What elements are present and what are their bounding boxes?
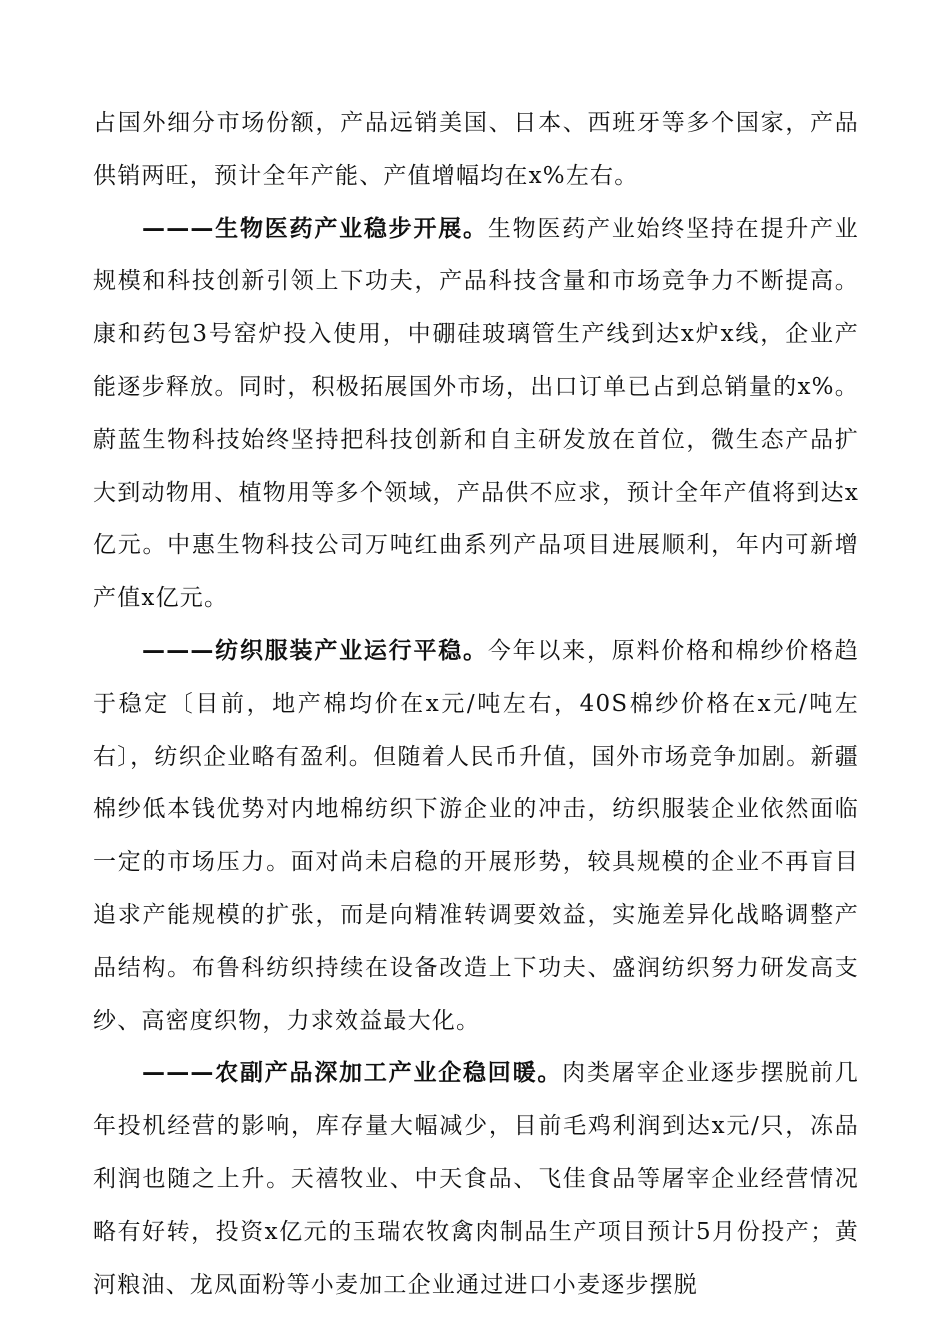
paragraph-text: 占国外细分市场份额，产品远销美国、日本、西班牙等多个国家，产品供销两旺，预计全年产能、产值增幅均在x%左右。: [93, 110, 859, 189]
paragraph-heading: ———农副产品深加工产业企稳回暖。: [142, 1060, 563, 1087]
paragraph-text: 生物医药产业始终坚持在提升产业规模和科技创新引领上下功夫，产品科技含量和市场竞争力不断提高。康和药包3号窑炉投入使用，中硼硅玻璃管生产线到达x炉x线，企业产能逐步释放。同时，积极拓展国外市场，出口订单已占到总销量的x%。蔚蓝生物科技始终坚持把科技创新和自主研发放在首位，微生态产品扩大到动物用、植物用等多个领域，产品供不应求，预计全年产值将到达x亿元。中惠生物科技公司万吨红曲系列产品项目进展顺利，年内可新增产值x亿元。: [93, 215, 859, 612]
paragraph-agri-processing: [93, 1047, 859, 1311]
paragraph-heading: ———生物医药产业稳步开展。: [142, 215, 488, 242]
paragraph-heading: ———纺织服装产业运行平稳。: [142, 637, 488, 664]
paragraph-biomedicine: [93, 203, 859, 625]
paragraph-text: 今年以来，原料价格和棉纱价格趋于稳定〔目前，地产棉均价在x元/吨左右，40S棉纱价格在x元/吨左右〕，纺织企业略有盈利。但随着人民币升值，国外市场竞争加剧。新疆棉纱低本钱优势对内地棉纺织下游企业的冲击，纺织服装企业依然面临一定的市场压力。面对尚未启稳的开展形势，较具规模的企业不再盲目追求产能规模的扩张，而是向精准转调要效益，实施差异化战略调整产品结构。布鲁科纺织持续在设备改造上下功夫、盛润纺织努力研发高支纱、高密度织物，力求效益最大化。: [93, 637, 859, 1034]
paragraph-text: 肉类屠宰企业逐步摆脱前几年投机经营的影响，库存量大幅减少，目前毛鸡利润到达x元/只，冻品利润也随之上升。天禧牧业、中天食品、飞佳食品等屠宰企业经营情况略有好转，投资x亿元的玉瑞农牧禽肉制品生产项目预计5月份投产；黄河粮油、龙凤面粉等小麦加工企业通过进口小麦逐步摆脱: [93, 1060, 859, 1298]
paragraph-continuation: [93, 97, 859, 203]
paragraph-textile: [93, 625, 859, 1047]
document-page: [93, 97, 859, 1311]
